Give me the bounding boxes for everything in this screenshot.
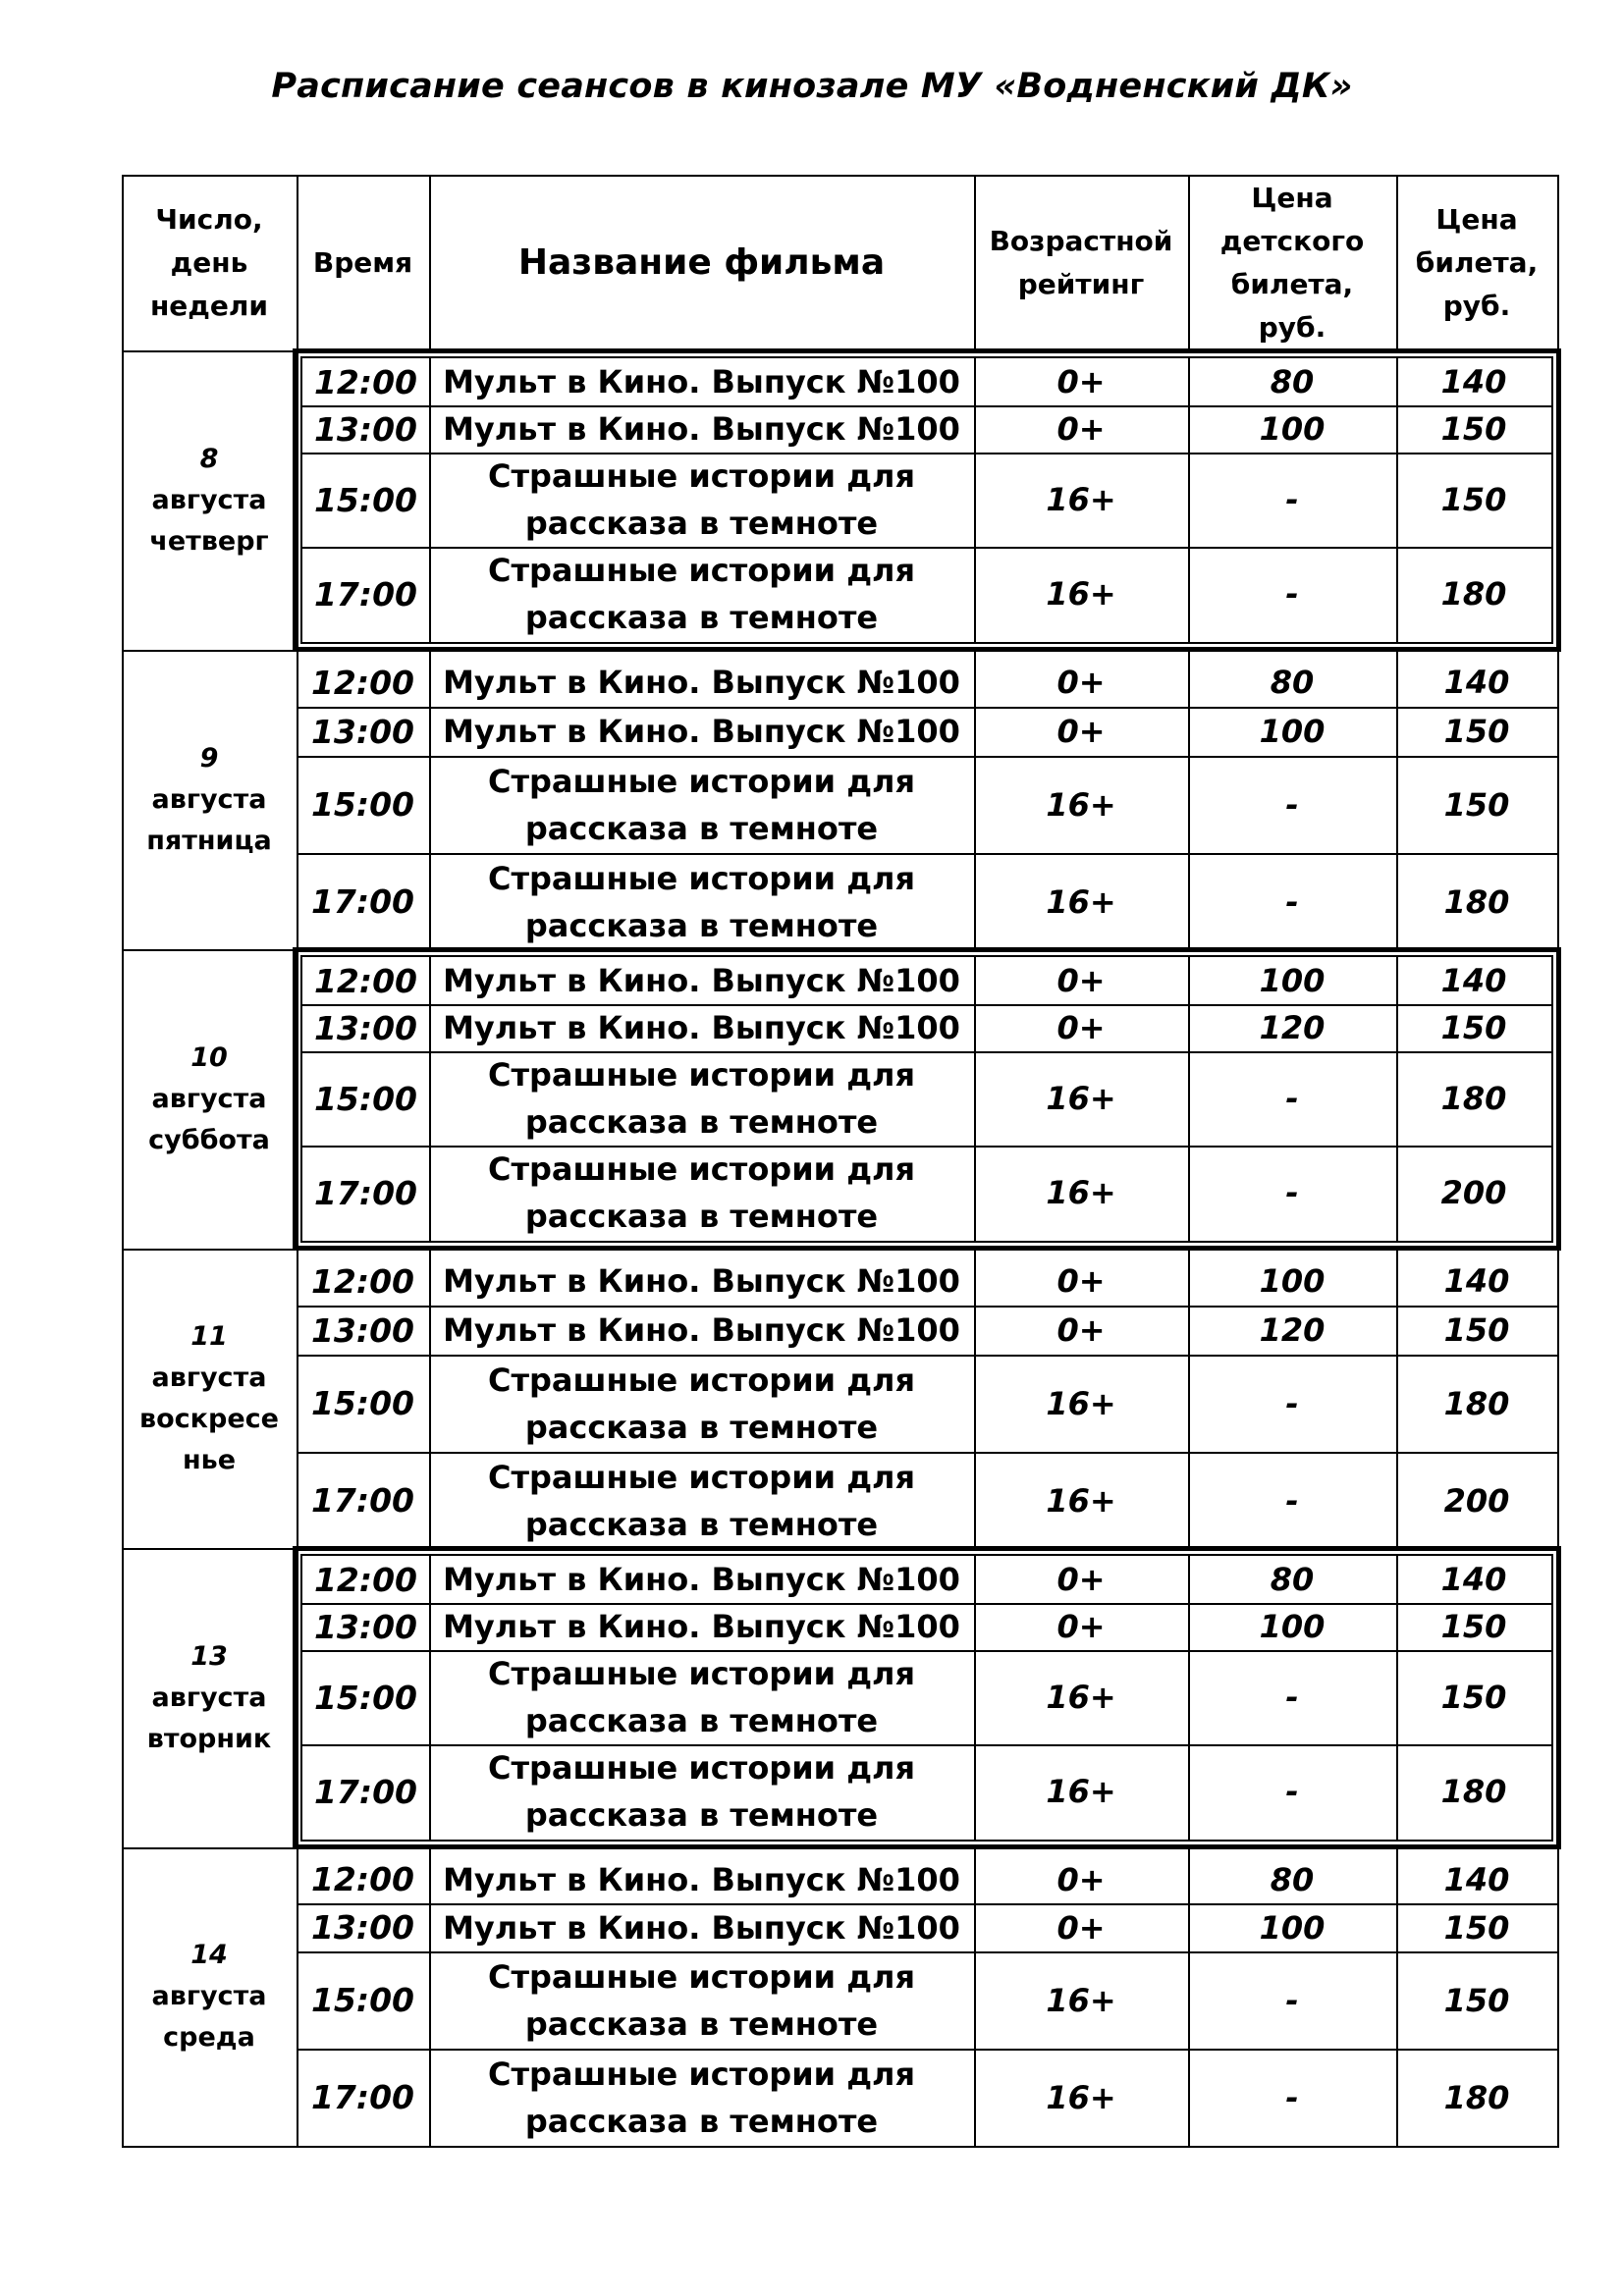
child-ticket-price-text: 80 — [1270, 1860, 1315, 1898]
session-time — [297, 1256, 429, 1306]
day-label — [122, 1847, 297, 2146]
ticket-price-text: 200 — [1440, 1174, 1507, 1211]
film-title — [429, 1951, 974, 2049]
day-number: 14 — [190, 1940, 228, 1970]
age-rating — [974, 1903, 1188, 1951]
age-rating-text: 16+ — [1046, 785, 1116, 824]
session-time — [297, 853, 429, 950]
table-gridline — [297, 1249, 298, 1548]
header-date-line: Число, — [155, 202, 263, 236]
session-time — [297, 707, 429, 756]
ticket-price-text: 150 — [1440, 1608, 1507, 1645]
film-title-text: рассказа в темноте — [524, 505, 879, 542]
table-gridline — [297, 1847, 298, 2146]
session-time-text: 12:00 — [310, 1860, 415, 1898]
header-price — [1396, 175, 1557, 350]
child-ticket-price-text: - — [1285, 2078, 1299, 2116]
day-weekday: суббота — [148, 1124, 270, 1155]
session-time-text: 13:00 — [310, 1310, 415, 1350]
ticket-price-text: 150 — [1443, 1908, 1510, 1947]
header-time — [297, 175, 429, 350]
ticket-price — [1396, 853, 1557, 950]
session-time — [297, 1903, 429, 1951]
header-film — [429, 175, 974, 350]
ticket-price-text: 150 — [1440, 410, 1507, 448]
session-time-text: 13:00 — [313, 409, 418, 449]
session-time-text: 17:00 — [310, 2078, 415, 2116]
day-label — [122, 1249, 297, 1548]
film-title-text: Мульт в Кино. Выпуск №100 — [443, 1608, 960, 1645]
child-ticket-price — [1188, 1951, 1396, 2049]
ticket-price — [1396, 1256, 1557, 1306]
table-gridline — [297, 650, 298, 949]
session-time — [297, 756, 429, 853]
child-ticket-price-text: - — [1285, 785, 1299, 824]
session-time-text: 13:00 — [313, 1008, 418, 1047]
session-time-text: 12:00 — [313, 1560, 418, 1599]
age-rating-text: 0+ — [1056, 1262, 1106, 1300]
film-title-text: Мульт в Кино. Выпуск №100 — [443, 1908, 960, 1947]
session-time-text: 17:00 — [313, 1173, 418, 1212]
age-rating-text: 16+ — [1046, 1080, 1116, 1117]
day-number: 9 — [199, 742, 219, 774]
age-rating-text: 0+ — [1056, 962, 1106, 999]
age-rating — [974, 1306, 1188, 1355]
ticket-price-text: 180 — [1440, 1080, 1507, 1117]
ticket-price-text: 140 — [1443, 1262, 1510, 1300]
header-film-line: Название фильма — [517, 241, 886, 283]
child-ticket-price-text: 100 — [1259, 410, 1326, 448]
table-gridline — [429, 175, 431, 350]
ticket-price — [1396, 658, 1557, 707]
film-title — [429, 1306, 974, 1355]
age-rating — [974, 2049, 1188, 2146]
film-title-text: рассказа в темноте — [524, 2004, 879, 2043]
day-number: 13 — [190, 1640, 228, 1672]
child-ticket-price-text: 100 — [1259, 1608, 1326, 1645]
day-month: августа — [151, 1362, 267, 1393]
child-ticket-price-text: - — [1285, 1773, 1299, 1810]
child-ticket-price-text: - — [1285, 481, 1299, 518]
ticket-price-text: 180 — [1440, 575, 1507, 613]
table-gridline — [429, 1847, 431, 2146]
film-title-text: рассказа в темноте — [524, 1103, 879, 1141]
day-weekday: пятница — [146, 825, 272, 856]
age-rating — [974, 707, 1188, 756]
film-title-text: Мульт в Кино. Выпуск №100 — [443, 664, 960, 701]
ticket-price-text: 140 — [1440, 962, 1507, 999]
table-gridline — [974, 175, 976, 350]
session-time — [297, 1951, 429, 2049]
film-title — [429, 1855, 974, 1903]
header-child-price-line: руб. — [1258, 310, 1326, 344]
child-ticket-price — [1188, 1452, 1396, 1549]
session-time-text: 17:00 — [310, 882, 415, 921]
age-rating-text: 0+ — [1056, 363, 1106, 400]
film-title-text: Мульт в Кино. Выпуск №100 — [443, 410, 960, 448]
film-title-text: Мульт в Кино. Выпуск №100 — [443, 962, 960, 999]
age-rating-text: 16+ — [1046, 1981, 1116, 2019]
film-title — [429, 756, 974, 853]
age-rating-text: 16+ — [1046, 1773, 1116, 1810]
day-label — [122, 650, 297, 949]
ticket-price-text: 180 — [1443, 1384, 1510, 1422]
child-ticket-price-text: 120 — [1259, 1009, 1326, 1046]
day-month: августа — [151, 484, 267, 515]
child-ticket-price-text: 80 — [1270, 363, 1315, 400]
child-ticket-price — [1188, 1903, 1396, 1951]
child-ticket-price-text: - — [1285, 1080, 1299, 1117]
session-time-text: 17:00 — [313, 1772, 418, 1811]
table-gridline — [974, 1847, 976, 2146]
ticket-price-text: 140 — [1440, 363, 1507, 400]
age-rating — [974, 1951, 1188, 2049]
session-time-text: 13:00 — [310, 1908, 415, 1947]
session-time-text: 15:00 — [310, 785, 415, 824]
session-time — [297, 2049, 429, 2146]
session-time-text: 17:00 — [313, 574, 418, 614]
day-weekday: воскресе — [139, 1403, 279, 1434]
age-rating-text: 0+ — [1056, 713, 1106, 750]
film-title-text: рассказа в темноте — [524, 1408, 879, 1446]
header-price-line: Цена — [1435, 202, 1518, 236]
film-title — [429, 1355, 974, 1452]
day-month: августа — [151, 783, 267, 815]
film-title-text: Мульт в Кино. Выпуск №100 — [443, 363, 960, 400]
header-rating — [974, 175, 1188, 350]
film-title-text: Мульт в Кино. Выпуск №100 — [443, 1561, 960, 1598]
film-title-text: рассказа в темноте — [524, 1796, 879, 1834]
table-gridline — [1396, 1249, 1398, 1548]
age-rating-text: 0+ — [1056, 1908, 1106, 1947]
age-rating-text: 0+ — [1056, 410, 1106, 448]
ticket-price-text: 150 — [1443, 785, 1510, 824]
film-title — [429, 2049, 974, 2146]
day-number: 10 — [190, 1041, 228, 1073]
session-time — [297, 1855, 429, 1903]
header-child-price-line: детского — [1219, 224, 1365, 257]
ticket-price — [1396, 1855, 1557, 1903]
film-title-text: рассказа в темноте — [524, 906, 879, 944]
film-title — [429, 1452, 974, 1549]
film-title-text: Страшные истории для — [487, 762, 916, 800]
film-title — [429, 853, 974, 950]
film-title-text: Мульт в Кино. Выпуск №100 — [443, 1262, 960, 1300]
ticket-price-text: 150 — [1440, 1679, 1507, 1716]
table-gridline — [974, 1249, 976, 1548]
age-rating — [974, 756, 1188, 853]
session-time-text: 15:00 — [313, 1079, 418, 1118]
header-date — [122, 175, 297, 350]
film-title-text: Страшные истории для — [487, 1361, 916, 1399]
film-title-text: рассказа в темноте — [524, 1505, 879, 1543]
age-rating-text: 16+ — [1046, 882, 1116, 921]
age-rating-text: 16+ — [1046, 1384, 1116, 1422]
ticket-price — [1396, 707, 1557, 756]
header-rating-line: рейтинг — [1017, 267, 1145, 300]
ticket-price-text: 140 — [1440, 1561, 1507, 1598]
header-child-price-line: Цена — [1251, 181, 1333, 214]
session-time-text: 12:00 — [313, 961, 418, 1000]
session-time-text: 15:00 — [310, 1384, 415, 1422]
age-rating — [974, 1452, 1188, 1549]
film-title-text: Мульт в Кино. Выпуск №100 — [443, 713, 960, 750]
ticket-price-text: 150 — [1443, 1981, 1510, 2019]
child-ticket-price — [1188, 1306, 1396, 1355]
child-ticket-price — [1188, 2049, 1396, 2146]
film-title — [429, 1256, 974, 1306]
age-rating — [974, 1256, 1188, 1306]
ticket-price-text: 180 — [1443, 882, 1510, 921]
session-time — [297, 1452, 429, 1549]
table-gridline — [122, 2146, 1557, 2148]
film-title-text: Страшные истории для — [487, 552, 916, 589]
session-time — [297, 1306, 429, 1355]
day-weekday: вторник — [146, 1723, 272, 1754]
header-price-line: руб. — [1442, 289, 1511, 322]
age-rating — [974, 1855, 1188, 1903]
age-rating — [974, 853, 1188, 950]
ticket-price-text: 150 — [1443, 713, 1510, 750]
child-ticket-price-text: 80 — [1270, 1561, 1315, 1598]
film-title-text: Мульт в Кино. Выпуск №100 — [443, 1860, 960, 1898]
child-ticket-price-text: 100 — [1259, 1908, 1326, 1947]
day-weekday: нье — [182, 1444, 237, 1475]
table-gridline — [429, 1249, 431, 1548]
ticket-price — [1396, 756, 1557, 853]
ticket-price-text: 180 — [1443, 2078, 1510, 2116]
table-gridline — [1188, 175, 1190, 350]
film-title-text: Страшные истории для — [487, 1957, 916, 1996]
child-ticket-price-text: 80 — [1270, 664, 1315, 701]
ticket-price-text: 200 — [1443, 1481, 1510, 1520]
day-month: августа — [151, 1682, 267, 1713]
ticket-price-text: 180 — [1440, 1773, 1507, 1810]
day-label — [122, 1548, 297, 1847]
header-price-line: билета, — [1415, 245, 1539, 279]
child-ticket-price — [1188, 658, 1396, 707]
day-number: 11 — [190, 1320, 228, 1352]
film-title-text: Страшные истории для — [487, 859, 916, 897]
session-time — [297, 658, 429, 707]
header-time-line: Время — [312, 245, 413, 279]
film-title-text: рассказа в темноте — [524, 2102, 879, 2140]
ticket-price — [1396, 1903, 1557, 1951]
session-time-text: 15:00 — [313, 1678, 418, 1717]
day-month: августа — [151, 1981, 267, 2011]
age-rating-text: 0+ — [1056, 664, 1106, 701]
header-child-price-line: билета, — [1230, 267, 1354, 300]
film-title — [429, 658, 974, 707]
child-ticket-price-text: - — [1285, 1481, 1299, 1520]
child-ticket-price — [1188, 1855, 1396, 1903]
session-time — [297, 1355, 429, 1452]
header-date-line: недели — [149, 289, 269, 322]
session-time-text: 13:00 — [313, 1607, 418, 1646]
header-date-line: день — [170, 245, 248, 279]
age-rating-text: 16+ — [1046, 1174, 1116, 1211]
day-label — [122, 350, 297, 650]
child-ticket-price-text: - — [1285, 882, 1299, 921]
age-rating-text: 16+ — [1046, 2078, 1116, 2116]
film-title-text: Мульт в Кино. Выпуск №100 — [443, 1009, 960, 1046]
table-gridline — [1396, 1847, 1398, 2146]
age-rating-text: 16+ — [1046, 481, 1116, 518]
age-rating-text: 0+ — [1056, 1561, 1106, 1598]
child-ticket-price-text: - — [1285, 1174, 1299, 1211]
ticket-price-text: 140 — [1443, 664, 1510, 701]
day-weekday: четверг — [149, 525, 269, 557]
session-time-text: 12:00 — [313, 362, 418, 401]
session-time-text: 12:00 — [310, 1261, 415, 1301]
ticket-price-text: 140 — [1443, 1860, 1510, 1898]
ticket-price-text: 150 — [1440, 481, 1507, 518]
child-ticket-price — [1188, 1355, 1396, 1452]
day-month: августа — [151, 1083, 267, 1114]
film-title — [429, 1903, 974, 1951]
ticket-price — [1396, 1452, 1557, 1549]
ticket-price-text: 150 — [1440, 1009, 1507, 1046]
child-ticket-price — [1188, 756, 1396, 853]
child-ticket-price — [1188, 707, 1396, 756]
age-rating-text: 0+ — [1056, 1608, 1106, 1645]
ticket-price — [1396, 1306, 1557, 1355]
table-gridline — [297, 175, 298, 350]
day-frame-inner — [300, 955, 1553, 1243]
film-title — [429, 707, 974, 756]
table-gridline — [122, 175, 1557, 177]
child-ticket-price-text: - — [1285, 1981, 1299, 2019]
header-rating-line: Возрастной — [989, 224, 1173, 257]
film-title-text: Страшные истории для — [487, 1150, 916, 1188]
film-title-text: Страшные истории для — [487, 457, 916, 495]
session-time-text: 15:00 — [310, 1981, 415, 2019]
child-ticket-price-text: 100 — [1259, 962, 1326, 999]
day-frame-inner — [300, 1554, 1553, 1842]
day-frame-inner — [300, 356, 1553, 644]
age-rating-text: 0+ — [1056, 1860, 1106, 1898]
session-time-text: 15:00 — [313, 480, 418, 519]
film-title-text: Страшные истории для — [487, 1749, 916, 1787]
session-time-text: 17:00 — [310, 1481, 415, 1520]
age-rating-text: 16+ — [1046, 1679, 1116, 1716]
film-title-text: рассказа в темноте — [524, 1702, 879, 1739]
child-ticket-price-text: 100 — [1259, 1262, 1326, 1300]
child-ticket-price-text: - — [1285, 1679, 1299, 1716]
ticket-price-text: 150 — [1443, 1311, 1510, 1349]
child-ticket-price-text: - — [1285, 1384, 1299, 1422]
child-ticket-price-text: 120 — [1259, 1311, 1326, 1349]
film-title-text: Страшные истории для — [487, 2055, 916, 2093]
age-rating — [974, 658, 1188, 707]
session-time-text: 12:00 — [310, 663, 415, 702]
film-title-text: рассказа в темноте — [524, 809, 879, 847]
age-rating-text: 0+ — [1056, 1311, 1106, 1349]
table-gridline — [1188, 1847, 1190, 2146]
film-title-text: Страшные истории для — [487, 1056, 916, 1094]
film-title-text: Страшные истории для — [487, 1655, 916, 1692]
film-title-text: рассказа в темноте — [524, 1198, 879, 1235]
session-time-text: 13:00 — [310, 712, 415, 751]
film-title-text: Мульт в Кино. Выпуск №100 — [443, 1311, 960, 1349]
day-label — [122, 949, 297, 1249]
page-title: Расписание сеансов в кинозале МУ «Водненский ДК» — [271, 67, 1353, 106]
table-gridline — [1396, 650, 1398, 949]
film-title-text: рассказа в темноте — [524, 599, 879, 636]
day-number: 8 — [199, 443, 219, 474]
table-gridline — [1188, 1249, 1190, 1548]
ticket-price — [1396, 1951, 1557, 2049]
child-ticket-price — [1188, 1256, 1396, 1306]
age-rating-text: 16+ — [1046, 1481, 1116, 1520]
age-rating-text: 0+ — [1056, 1009, 1106, 1046]
film-title-text: Страшные истории для — [487, 1458, 916, 1496]
child-ticket-price-text: 100 — [1259, 713, 1326, 750]
table-gridline — [429, 650, 431, 949]
day-weekday: среда — [163, 2022, 255, 2053]
header-child-price — [1188, 175, 1396, 350]
ticket-price — [1396, 2049, 1557, 2146]
table-gridline — [1188, 650, 1190, 949]
child-ticket-price — [1188, 853, 1396, 950]
ticket-price — [1396, 1355, 1557, 1452]
table-gridline — [974, 650, 976, 949]
child-ticket-price-text: - — [1285, 575, 1299, 613]
age-rating-text: 16+ — [1046, 575, 1116, 613]
table-gridline — [1396, 175, 1398, 350]
age-rating — [974, 1355, 1188, 1452]
